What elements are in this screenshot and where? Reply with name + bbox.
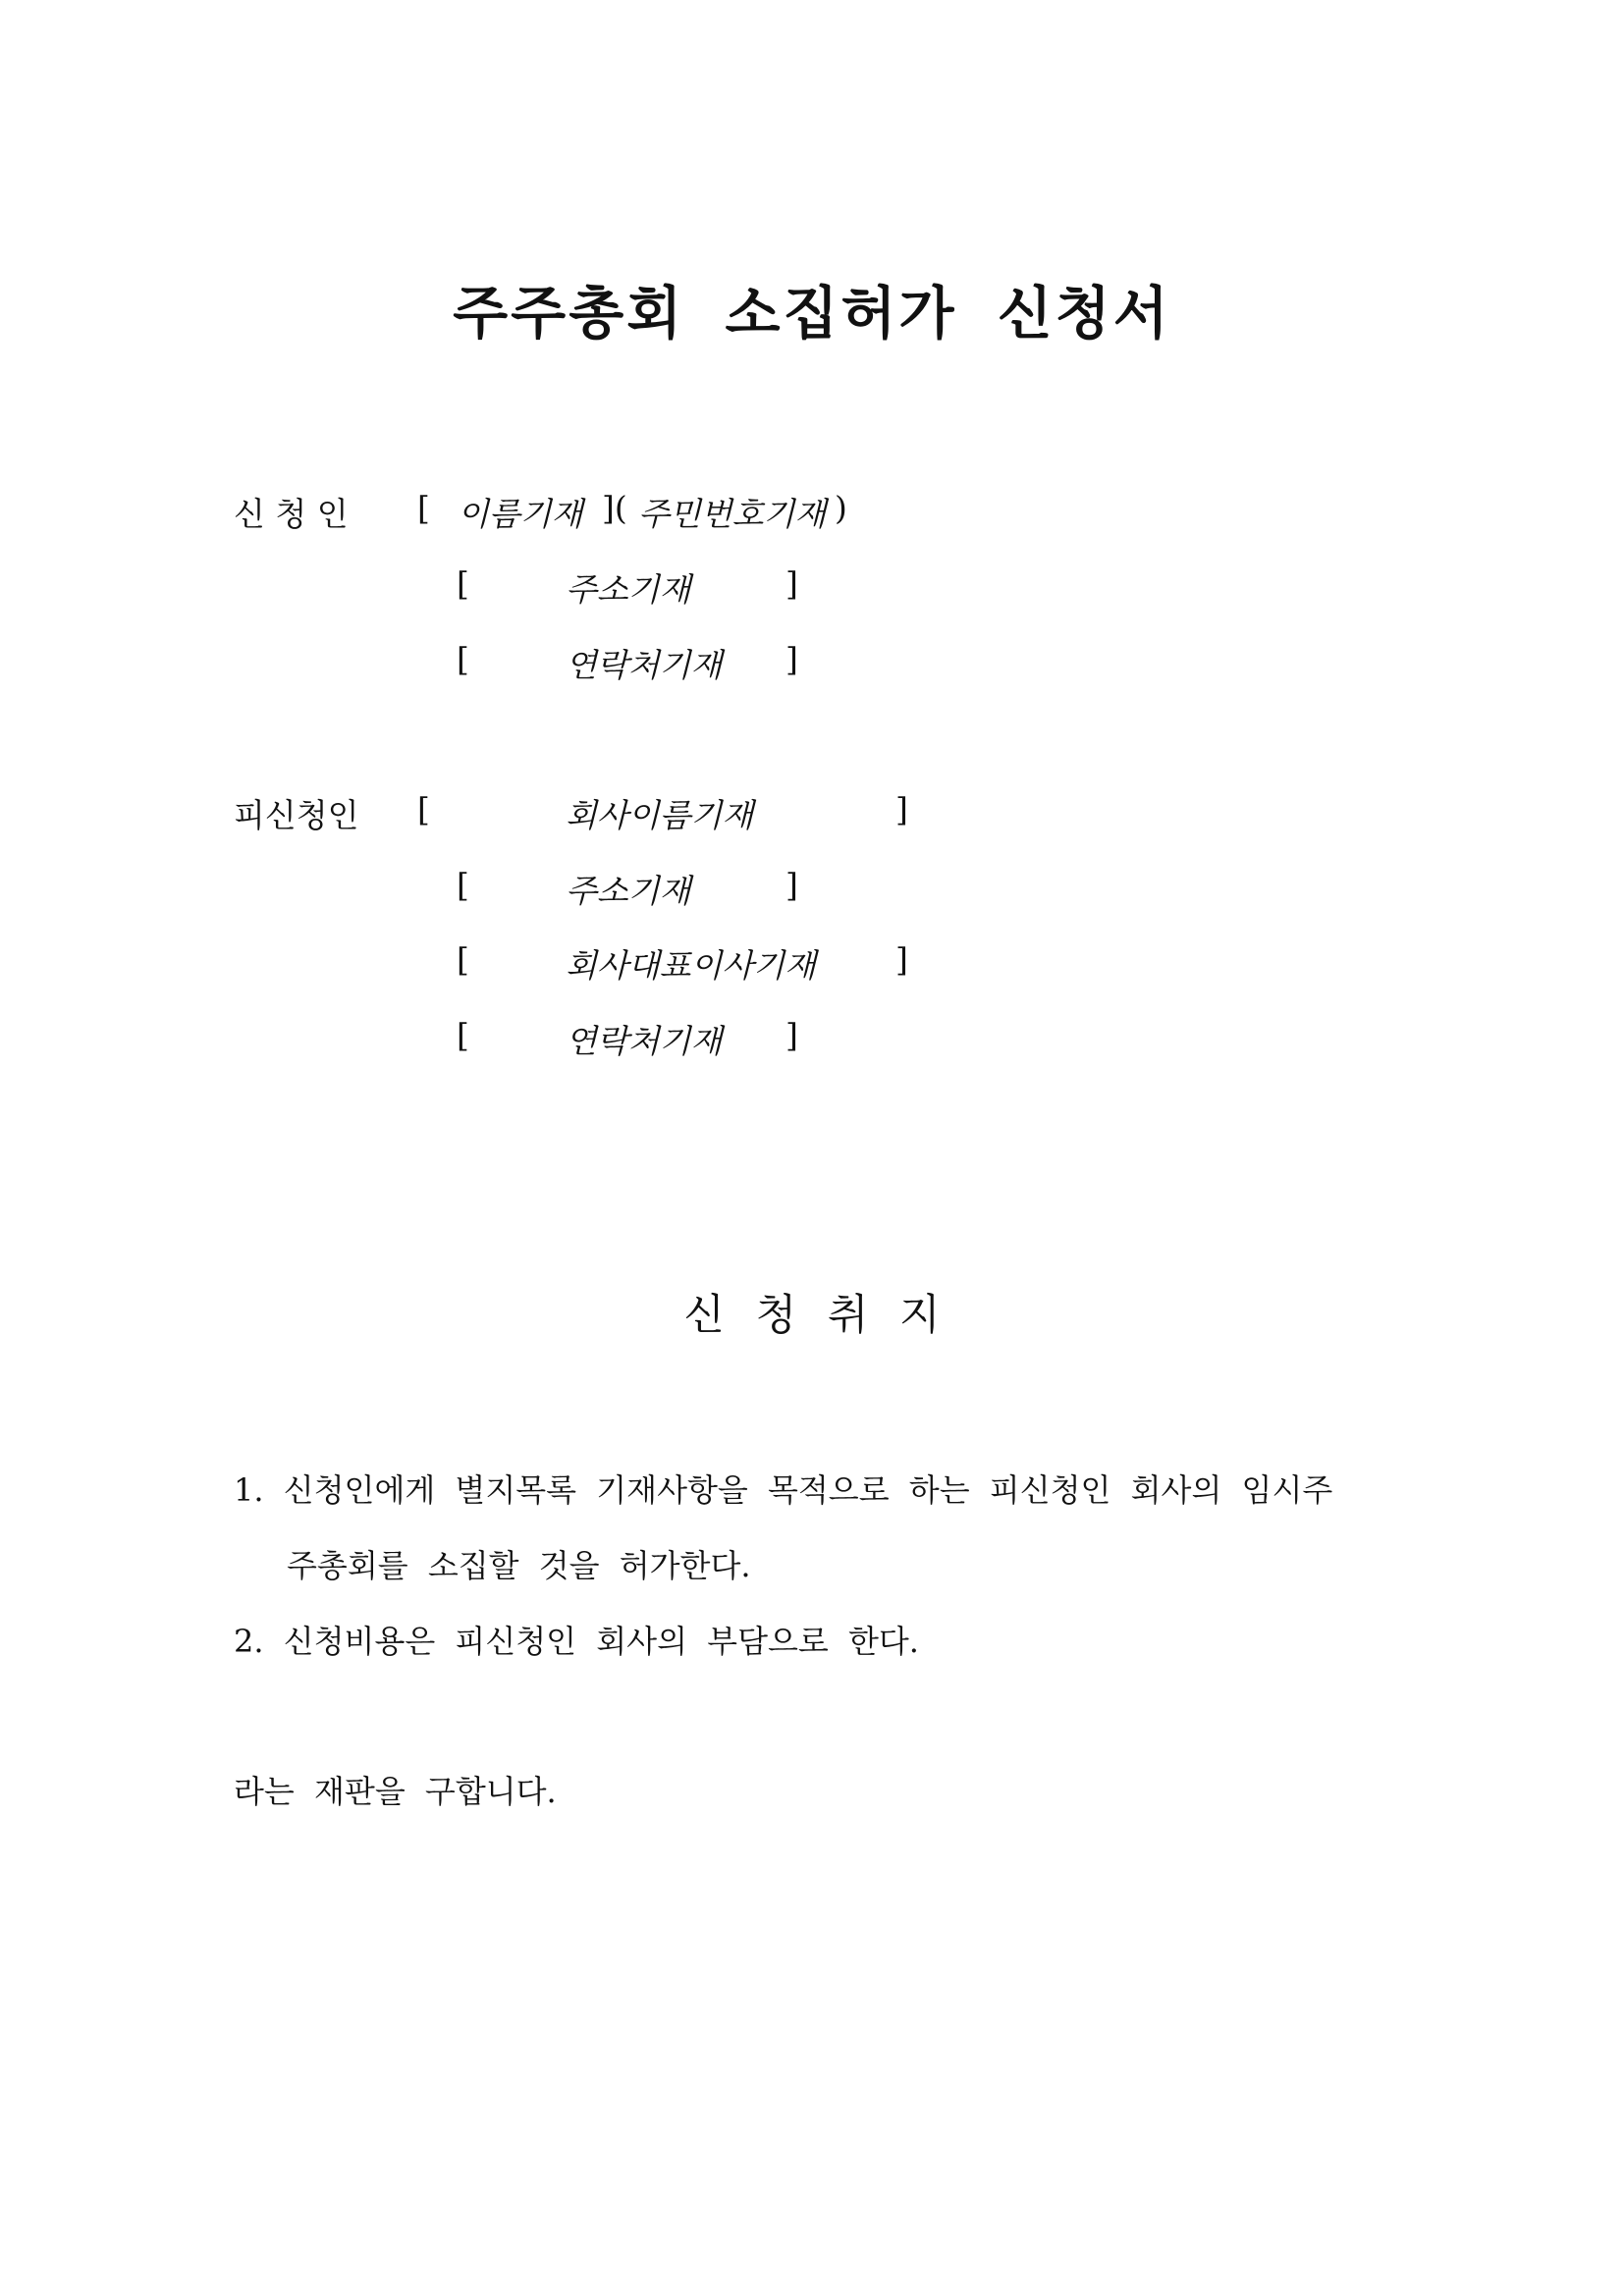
applicant-address-close-bracket: ]	[785, 564, 798, 603]
respondent-representative-open-bracket: [	[457, 940, 469, 979]
applicant-address-open-bracket: [	[457, 564, 469, 603]
respondent-company-open-bracket: [	[417, 790, 430, 828]
respondent-label: 피신청인	[234, 796, 359, 834]
applicant-contact-open-bracket: [	[457, 640, 469, 678]
respondent-contact-field[interactable]: 연락처기재	[566, 1022, 723, 1060]
respondent-company-name-field[interactable]: 회사이름기재	[566, 796, 754, 834]
applicant-contact-close-bracket: ]	[785, 640, 798, 678]
applicant-contact-field[interactable]: 연락처기재	[566, 646, 723, 684]
applicant-id-close-paren: )	[835, 489, 847, 527]
purpose-item-1-line-1: 1. 신청인에게 별지목록 기재사항을 목적으로 하는 피신청인 회사의 임시주	[234, 1471, 1333, 1509]
respondent-address-open-bracket: [	[457, 866, 469, 904]
respondent-address-field[interactable]: 주소기재	[566, 872, 691, 910]
applicant-label: 신 청 인	[234, 495, 349, 533]
document-title: 주주총회 소집허가 신청서	[453, 280, 1171, 347]
respondent-contact-open-bracket: [	[457, 1016, 469, 1054]
respondent-address-close-bracket: ]	[785, 866, 798, 904]
respondent-representative-close-bracket: ]	[895, 940, 908, 979]
respondent-contact-close-bracket: ]	[785, 1016, 798, 1054]
purpose-heading: 신 청 취 지	[683, 1291, 941, 1340]
applicant-name-field[interactable]: 이름기재	[458, 495, 583, 533]
purpose-item-1-line-2: 주총회를 소집할 것을 허가한다.	[287, 1547, 751, 1584]
respondent-company-close-bracket: ]	[895, 790, 908, 828]
applicant-id-number-field[interactable]: 주민번호기재	[638, 495, 827, 533]
purpose-item-2: 2. 신청비용은 피신청인 회사의 부담으로 한다.	[234, 1623, 919, 1660]
applicant-name-open-bracket: [	[417, 489, 430, 527]
applicant-name-close-bracket: ](	[602, 489, 627, 527]
respondent-representative-field[interactable]: 회사대표이사기재	[566, 946, 817, 985]
applicant-address-field[interactable]: 주소기재	[566, 570, 691, 609]
closing-statement: 라는 재판을 구합니다.	[234, 1773, 557, 1810]
